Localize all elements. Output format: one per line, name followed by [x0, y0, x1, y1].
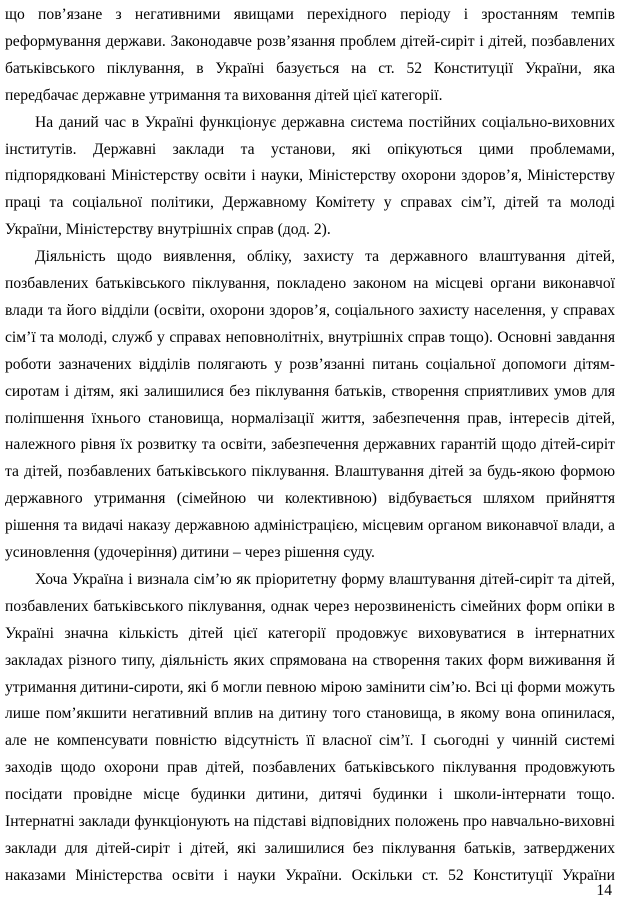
text-line: сім’ї та молоді, служб у справах неповнолітніх, внутрішніх справ тощо). Основні завдання [5, 328, 615, 346]
text-line: заходів щодо охорони прав дітей, позбавлених батьківського піклування продовжують [5, 759, 615, 777]
text-line: заклади для дітей-сиріт і дітей, які залишилися без піклування батьків, затверджених [5, 839, 615, 857]
text-line: інститутів. Державні заклади та установи, які опікуються цими проблемами, [5, 140, 615, 158]
text-line: усиновлення (удочеріння) дитини – через рішення суду. [5, 544, 375, 561]
text-line: праці та соціальної політики, Державному Комітету у справах сім’ї, дітей та молоді [5, 194, 615, 212]
text-line: та дітей, позбавлених батьківського піклування. Влаштування дітей за будь-якою формою [5, 463, 615, 481]
text-line: влади та його відділи (освіти, охорони здоров’я, соціального захисту населення, у справах [5, 301, 615, 319]
text-line: що пов’язане з негативними явищами перехідного періоду і зростанням темпів [5, 6, 615, 23]
text-line: але не компенсувати повністю відсутність її власної сім’ї. І сьогодні у чинній системі [5, 732, 615, 750]
text-line: батьківського піклування, в Україні базується на ст. 52 Конституції України, яка [5, 59, 615, 77]
text-line: закладах різного типу, діяльність яких спрямована на створення таких форм виживання й [5, 651, 615, 669]
text-line: позбавлених батьківського піклування, однак через нерозвиненість сімейних форм опіки в [5, 597, 615, 615]
text-line: роботи зазначених відділів полягають у розв’язанні питань соціальної допомоги дітям- [5, 355, 615, 373]
text-line: На даний час в Україні функціонує державна система постійних соціально-виховних [35, 113, 615, 131]
text-line: підпорядковані Міністерству освіти і науки, Міністерству охорони здоров’я, Міністерству [5, 167, 615, 185]
page-number: 14 [596, 882, 612, 899]
text-line: реформування держави. Законодавче розв’язання проблем дітей-сиріт і дітей, позбавлених [5, 32, 615, 50]
text-line: поліпшення їхнього становища, нормалізації життя, забезпечення прав, інтересів дітей, [5, 409, 615, 427]
text-line: рішення та видачі наказу державною адміністрацією, місцевим органом виконавчої влади, а [5, 517, 615, 535]
text-line: Діяльність щодо виявлення, обліку, захисту та державного влаштування дітей, [35, 248, 615, 266]
text-line: Хоча Україна і визнала сім’ю як пріоритетну форму влаштування дітей-сиріт та дітей, [35, 570, 615, 588]
text-line: належного рівня їх розвитку та освіти, забезпечення державних гарантій щодо дітей-сиріт [5, 436, 615, 454]
text-line: України, Міністерству внутрішніх справ (дод. 2). [5, 221, 331, 239]
text-line: державного утримання (сімейною чи колективною) відбувається шляхом прийняття [5, 490, 615, 508]
text-line: сиротам і дітям, які залишилися без піклування батьків, створення сприятливих умов для [5, 382, 615, 400]
text-line: наказами Міністерства освіти і науки України. Оскільки ст. 52 Конституції України [5, 866, 615, 884]
text-line: лише пом’якшити негативний вплив на дитину того становища, в якому вона опинилася, [5, 705, 615, 723]
text-line: передбачає державне утримання та виховання дітей цієї категорії. [5, 86, 443, 104]
text-line: Інтернатні заклади функціонують на підставі відповідних положень про навчально-виховні [5, 813, 615, 830]
text-line: посідати провідне місце будинки дитини, дитячі будинки і школи-інтернати тощо. [5, 786, 615, 804]
text-line: Україні значна кількість дітей цієї категорії продовжує виховуватися в інтернатних [5, 624, 615, 642]
text-line: утримання дитини-сироти, які б могли певною мірою замінити сім’ю. Всі ці форми можуть [5, 678, 615, 696]
text-line: позбавлених батьківського піклування, покладено законом на місцеві органи виконавчої [5, 275, 615, 292]
